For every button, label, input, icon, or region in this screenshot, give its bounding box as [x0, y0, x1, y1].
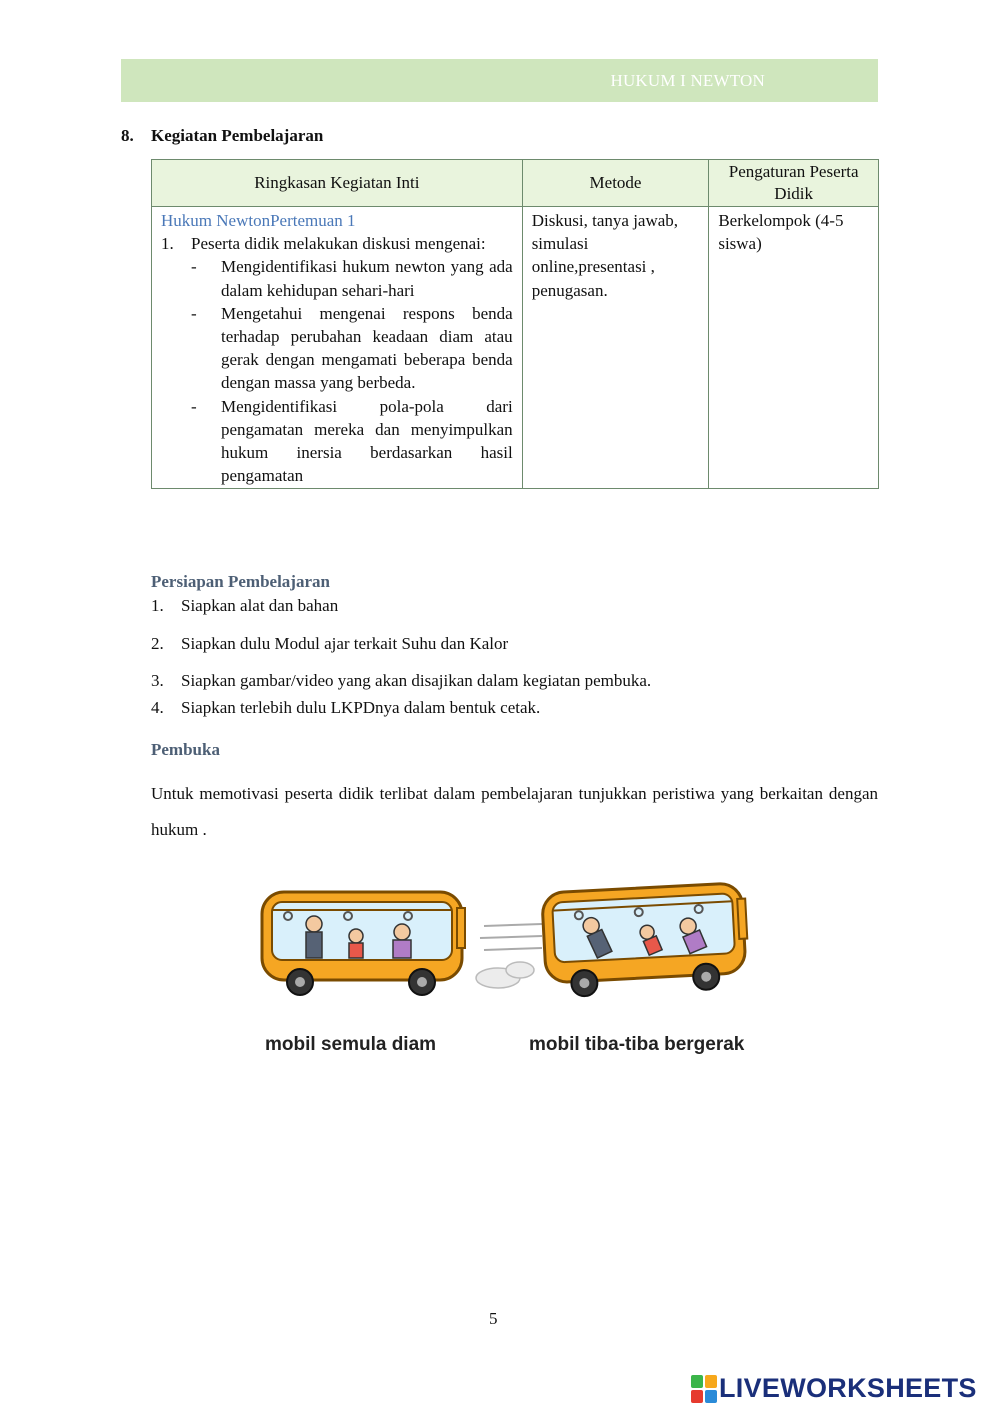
- pembuka-title: Pembuka: [151, 740, 220, 759]
- sub-item: [161, 302, 513, 395]
- header-band: [121, 59, 878, 102]
- page-number: 5: [489, 1309, 498, 1328]
- sub-item-text: Mengidentifikasi pola-pola dari pengamatan mereka dan menyimpulkan hukum inersia berdasarkan hasil pengamatan: [221, 396, 513, 486]
- pengaturan-cell: Berkelompok (4-5 siswa): [709, 207, 879, 489]
- list-number: 1.: [151, 596, 164, 615]
- list-item: [151, 634, 508, 654]
- list-item: [151, 698, 540, 718]
- brand-wordmark: LIVEWORKSHEETS: [719, 1373, 977, 1403]
- persiapan-title: Persiapan Pembelajaran: [151, 572, 330, 591]
- list-item: [161, 232, 513, 255]
- list-text: Siapkan terlebih dulu LKPDnya dalam bentuk cetak.: [181, 698, 541, 717]
- list-text: Siapkan dulu Modul ajar terkait Suhu dan Kalor: [181, 634, 509, 653]
- sub-item: [161, 395, 513, 488]
- list-text: Siapkan gambar/video yang akan disajikan dalam kegiatan pembuka.: [181, 671, 652, 690]
- header-metode: Metode: [522, 160, 709, 207]
- list-number: 3.: [151, 671, 164, 690]
- header-title: HUKUM I NEWTON: [610, 71, 765, 90]
- list-number: 2.: [151, 634, 164, 653]
- liveworksheets-icon: [691, 1375, 717, 1403]
- list-number: 4.: [151, 698, 164, 717]
- activity-table: [151, 159, 879, 489]
- meeting-topic: Hukum NewtonPertemuan 1: [161, 211, 356, 230]
- motion-lines: [476, 924, 542, 988]
- section-title-text: Kegiatan Pembelajaran: [151, 126, 324, 145]
- pembuka-paragraph: Untuk memotivasi peserta didik terlibat dalam pembelajaran tunjukkan peristiwa yang berkaitan dengan hukum .: [151, 784, 878, 839]
- sub-item-text: Mengetahui mengenai respons benda terhadap perubahan keadaan diam atau gerak dengan mengamati beberapa benda dengan massa yang berbeda.: [221, 303, 513, 393]
- header-ringkasan: Ringkasan Kegiatan Inti: [152, 160, 523, 207]
- list-item: [151, 671, 651, 691]
- dash-bullet: -: [191, 396, 197, 416]
- sub-item-text: Mengidentifikasi hukum newton yang ada dalam kehidupan sehari-hari: [221, 257, 513, 300]
- stationary-bus: [262, 892, 465, 995]
- item-text: Peserta didik melakukan diskusi mengenai:: [191, 234, 486, 254]
- sub-item: [161, 255, 513, 301]
- item-number: 1.: [161, 234, 174, 254]
- caption-right: mobil tiba-tiba bergerak: [529, 1034, 745, 1055]
- table-row: [152, 207, 879, 489]
- moving-bus: [542, 883, 750, 998]
- caption-left: mobil semula diam: [265, 1034, 437, 1055]
- section-number: 8.: [121, 126, 134, 145]
- list-text: Siapkan alat dan bahan: [181, 596, 339, 615]
- brand-logo: [691, 1373, 977, 1404]
- header-pengaturan: Pengaturan Peserta Didik: [709, 160, 879, 207]
- bus-illustration: [252, 866, 762, 1066]
- section-title: [121, 126, 323, 146]
- dash-bullet: -: [191, 257, 197, 277]
- dash-bullet: -: [191, 303, 197, 323]
- ringkasan-cell: [152, 207, 523, 489]
- list-item: [151, 596, 338, 616]
- table-header-row: [152, 160, 879, 207]
- metode-cell: Diskusi, tanya jawab, simulasi online,presentasi , penugasan.: [522, 207, 709, 489]
